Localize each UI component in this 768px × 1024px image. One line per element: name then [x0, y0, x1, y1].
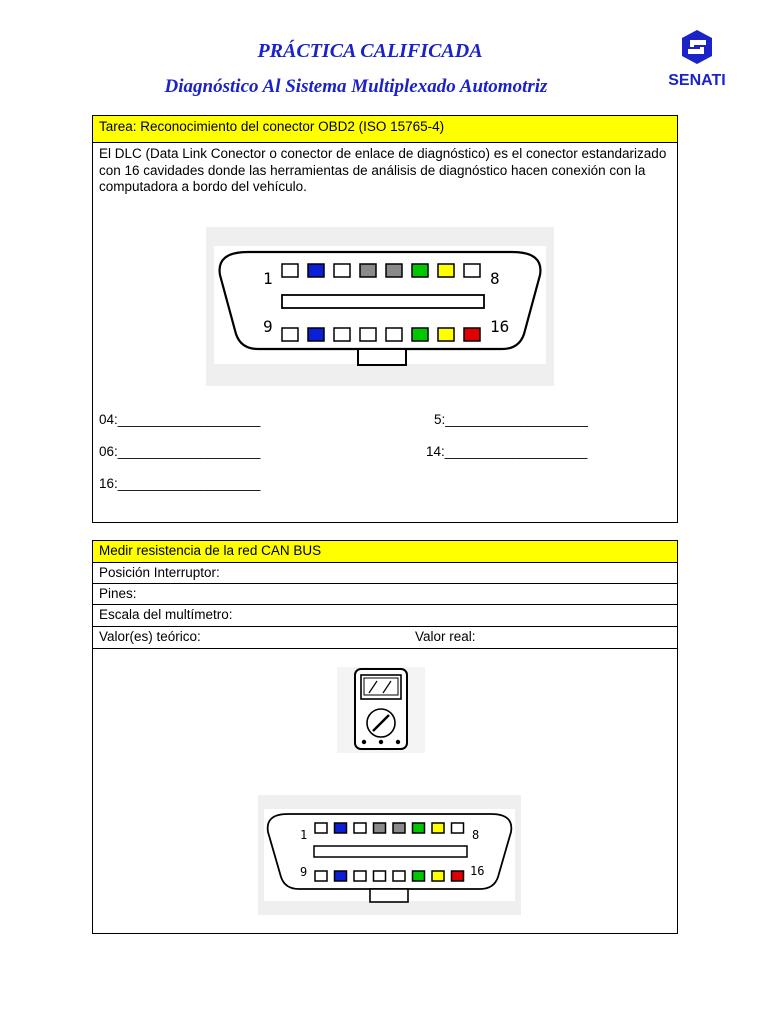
pin-top-8	[464, 264, 480, 277]
pin-top-3	[334, 264, 350, 277]
task1-box	[92, 115, 678, 523]
pin-bottom-6	[412, 328, 428, 341]
page-subtitle: Diagnóstico Al Sistema Multiplexado Automotriz	[164, 76, 548, 97]
pin-14-field[interactable]: 14:___________________	[426, 444, 588, 459]
pin-top-small-5	[393, 823, 405, 833]
multimeter-scale-field[interactable]: Escala del multímetro:	[93, 605, 677, 627]
pin-bottom-small-2	[335, 871, 347, 881]
pin-06-field[interactable]: 06:___________________	[99, 444, 261, 459]
pin-bottom-8	[464, 328, 480, 341]
switch-position-field[interactable]: Posición Interruptor:	[93, 563, 677, 584]
task1-heading: Tarea: Reconocimiento del conector OBD2 (ISO 15765-4)	[93, 116, 677, 143]
pin-bottom-2	[308, 328, 324, 341]
pin-label-1: 1	[263, 269, 273, 288]
pin-bottom-3	[334, 328, 350, 341]
pin-label-9: 9	[263, 317, 273, 336]
pin-bottom-small-6	[413, 871, 425, 881]
pin-top-2	[308, 264, 324, 277]
obd2-connector-diagram	[206, 227, 554, 386]
pins-field[interactable]: Pines:	[93, 584, 677, 605]
pin-top-7	[438, 264, 454, 277]
pin-label-16: 16	[490, 317, 510, 336]
pin-05-field[interactable]: 5:___________________	[434, 412, 588, 427]
pin-bottom-4	[360, 328, 376, 341]
values-row	[93, 627, 677, 649]
task2-heading: Medir resistencia de la red CAN BUS	[93, 541, 677, 563]
pin-label-9-small: 9	[300, 865, 308, 879]
pin-04-field[interactable]: 04:___________________	[99, 412, 261, 427]
pin-top-small-6	[413, 823, 425, 833]
pin-top-small-7	[432, 823, 444, 833]
pin-bottom-5	[386, 328, 402, 341]
task2-box	[92, 540, 678, 934]
pin-label-1-small: 1	[300, 828, 308, 842]
pin-top-small-2	[335, 823, 347, 833]
obd2-connector-diagram-small	[258, 795, 521, 915]
pin-top-4	[360, 264, 376, 277]
pin-bottom-small-3	[354, 871, 366, 881]
pin-bottom-1	[282, 328, 298, 341]
obd2-connector-image-small	[258, 795, 521, 915]
pin-top-1	[282, 264, 298, 277]
page-title: PRÁCTICA CALIFICADA	[257, 40, 483, 62]
pin-label-8: 8	[490, 269, 500, 288]
pin-top-small-3	[354, 823, 366, 833]
pin-bottom-small-5	[393, 871, 405, 881]
pin-top-5	[386, 264, 402, 277]
pin-bottom-small-8	[452, 871, 464, 881]
pin-top-6	[412, 264, 428, 277]
multimeter-icon	[333, 665, 429, 757]
pin-top-small-1	[315, 823, 327, 833]
real-value-field[interactable]: Valor real:	[415, 629, 476, 644]
pin-label-8-small: 8	[472, 828, 480, 842]
pin-bottom-small-1	[315, 871, 327, 881]
pin-top-small-8	[452, 823, 464, 833]
logo-text: SENATI	[668, 72, 726, 89]
pin-bottom-small-4	[374, 871, 386, 881]
pin-top-small-4	[374, 823, 386, 833]
pin-label-16-small: 16	[470, 864, 485, 878]
theoretical-value-field[interactable]: Valor(es) teórico:	[99, 629, 201, 644]
pin-bottom-7	[438, 328, 454, 341]
task1-description: El DLC (Data Link Conector o conector de enlace de diagnóstico) es el conector estandarizado con 16 cavidades donde las herramientas de análisis de diagnóstico hacen conexión con la computadora a bordo del vehículo.	[99, 146, 667, 194]
obd2-connector-image	[206, 227, 554, 386]
pin-bottom-small-7	[432, 871, 444, 881]
pin-16-field[interactable]: 16:___________________	[99, 476, 261, 491]
